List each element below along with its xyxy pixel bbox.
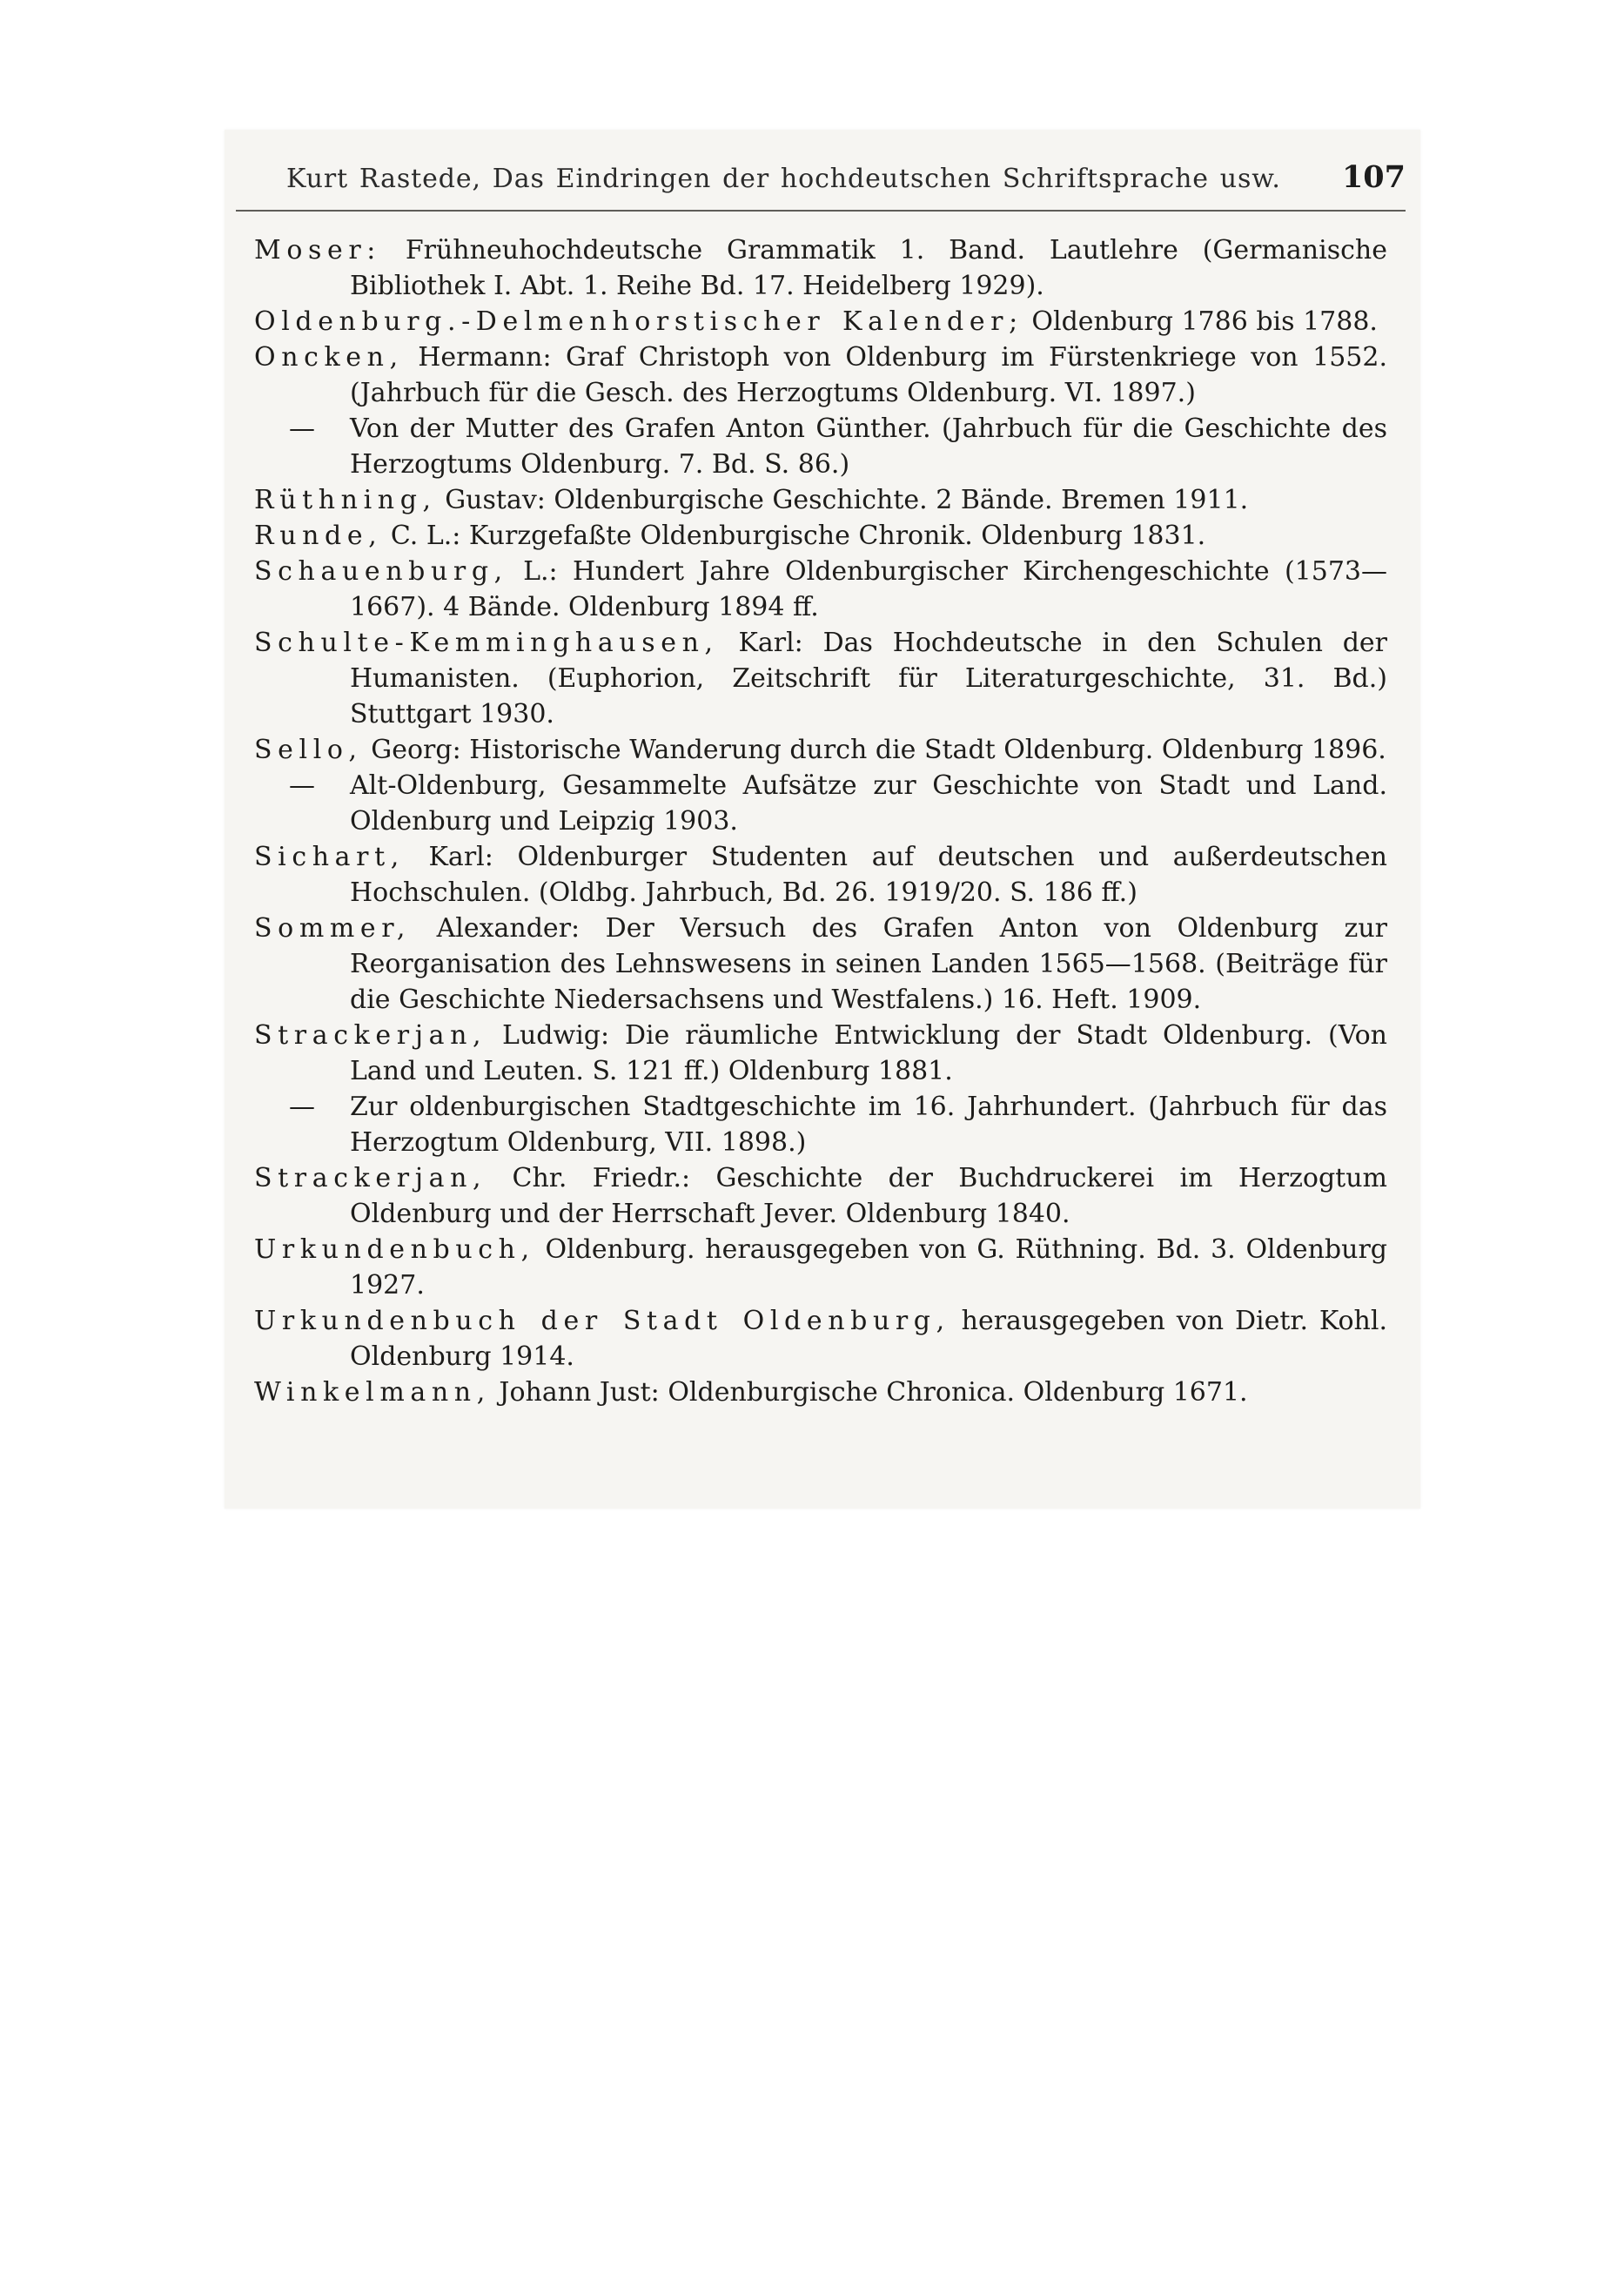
entry-author: Sichart, bbox=[254, 842, 405, 872]
entry-text: Ludwig: Die räumliche Entwicklung der Stadt Oldenburg. (Von Land und Leuten. S. 121 ff.) Oldenburg 1881. bbox=[350, 1020, 1387, 1086]
entry-author: Schulte-Kemminghausen, bbox=[254, 628, 719, 658]
entry-author: Schauenburg, bbox=[254, 556, 508, 587]
entry-text: Johann Just: Oldenburgische Chronica. Oldenburg 1671. bbox=[490, 1377, 1248, 1408]
entry-text: C. L.: Kurzgefaßte Oldenburgische Chronik. Oldenburg 1831. bbox=[382, 521, 1206, 551]
entry-author: Strackerjan, bbox=[254, 1163, 487, 1193]
page-number: 107 bbox=[1341, 159, 1406, 195]
bibliography-entry bbox=[254, 411, 1387, 482]
bibliography-entry bbox=[254, 304, 1387, 339]
entry-text: Oldenburg. herausgegeben von G. Rüthning. Bd. 3. Oldenburg 1927. bbox=[350, 1234, 1387, 1301]
entry-author: Runde, bbox=[254, 521, 383, 551]
bibliography-entry bbox=[254, 554, 1387, 625]
entry-author: Strackerjan, bbox=[254, 1020, 487, 1051]
running-header-title: Kurt Rastede, Das Eindringen der hochdeutschen Schriftsprache usw. bbox=[286, 164, 1281, 194]
entry-text: Karl: Das Hochdeutsche in den Schulen der Humanisten. (Euphorion, Zeitschrift für Literaturgeschichte, 31. Bd.) Stuttgart 1930. bbox=[350, 628, 1387, 729]
bibliography-entry bbox=[254, 1303, 1387, 1375]
entry-text: Hermann: Graf Christoph von Oldenburg im Fürstenkriege von 1552. (Jahrbuch für die Gesch. des Herzogtums Oldenburg. VI. 1897.) bbox=[350, 342, 1387, 408]
bibliography-entry bbox=[254, 1018, 1387, 1089]
entry-text: Karl: Oldenburger Studenten auf deutschen und außerdeutschen Hochschulen. (Oldbg. Jahrbuch, Bd. 26. 1919/20. S. 186 ff.) bbox=[350, 842, 1387, 908]
entry-text: Alt-Oldenburg, Gesammelte Aufsätze zur Geschichte von Stadt und Land. Oldenburg und Leipzig 1903. bbox=[350, 770, 1387, 837]
header-rule bbox=[236, 210, 1406, 212]
entry-author: Oldenburg.-Delmenhorstischer Kalender; bbox=[254, 306, 1023, 337]
bibliography-entry bbox=[254, 482, 1387, 518]
bibliography-entry bbox=[254, 1375, 1387, 1410]
entry-dash: — bbox=[289, 1092, 315, 1122]
bibliography-entry bbox=[254, 839, 1387, 911]
entry-text: Frühneuhochdeutsche Grammatik 1. Band. Lautlehre (Germanische Bibliothek I. Abt. 1. Reihe Bd. 17. Heidelberg 1929). bbox=[350, 235, 1387, 301]
entry-text: Zur oldenburgischen Stadtgeschichte im 16. Jahrhundert. (Jahrbuch für das Herzogtum Oldenburg, VII. 1898.) bbox=[350, 1092, 1387, 1158]
entry-author: Oncken, bbox=[254, 342, 404, 373]
bibliography bbox=[254, 232, 1387, 1410]
entry-text: Chr. Friedr.: Geschichte der Buchdruckerei im Herzogtum Oldenburg und der Herrschaft Jever. Oldenburg 1840. bbox=[350, 1163, 1387, 1229]
entry-text: L.: Hundert Jahre Oldenburgischer Kirchengeschichte (1573—1667). 4 Bände. Oldenburg 1894 ff. bbox=[350, 556, 1387, 622]
entry-text: Oldenburg 1786 bis 1788. bbox=[1023, 306, 1378, 337]
entry-author: Rüthning, bbox=[254, 485, 437, 515]
entry-text: Alexander: Der Versuch des Grafen Anton von Oldenburg zur Reorganisation des Lehnswesens in seinen Landen 1565—1568. (Beiträge für die Geschichte Niedersachsens und Westfalens.) 16. Heft. 1909. bbox=[350, 913, 1387, 1015]
bibliography-entry bbox=[254, 1089, 1387, 1160]
entry-author: Sello, bbox=[254, 735, 363, 765]
bibliography-entry bbox=[254, 625, 1387, 732]
running-header bbox=[236, 159, 1406, 195]
entry-author: Moser: bbox=[254, 235, 381, 265]
bibliography-entry bbox=[254, 339, 1387, 411]
scanned-page bbox=[225, 130, 1420, 1509]
bibliography-entry bbox=[254, 732, 1387, 768]
entry-text: Von der Mutter des Grafen Anton Günther. (Jahrbuch für die Geschichte des Herzogtums Oldenburg. 7. Bd. S. 86.) bbox=[350, 413, 1387, 480]
entry-author: Urkundenbuch, bbox=[254, 1234, 535, 1265]
entry-author: Winkelmann, bbox=[254, 1377, 491, 1408]
entry-text: Georg: Historische Wanderung durch die Stadt Oldenburg. Oldenburg 1896. bbox=[362, 735, 1386, 765]
bibliography-entry bbox=[254, 232, 1387, 304]
entry-text: Gustav: Oldenburgische Geschichte. 2 Bände. Bremen 1911. bbox=[436, 485, 1249, 515]
bibliography-entry bbox=[254, 1160, 1387, 1232]
entry-dash: — bbox=[289, 770, 315, 801]
entry-author: Urkundenbuch der Stadt Oldenburg, bbox=[254, 1306, 950, 1336]
entry-text: herausgegeben von Dietr. Kohl. Oldenburg 1914. bbox=[350, 1306, 1387, 1372]
entry-author: Sommer, bbox=[254, 913, 412, 944]
entry-dash: — bbox=[289, 413, 315, 444]
bibliography-entry bbox=[254, 1232, 1387, 1303]
bibliography-entry bbox=[254, 518, 1387, 554]
bibliography-entry bbox=[254, 911, 1387, 1018]
bibliography-entry bbox=[254, 768, 1387, 839]
